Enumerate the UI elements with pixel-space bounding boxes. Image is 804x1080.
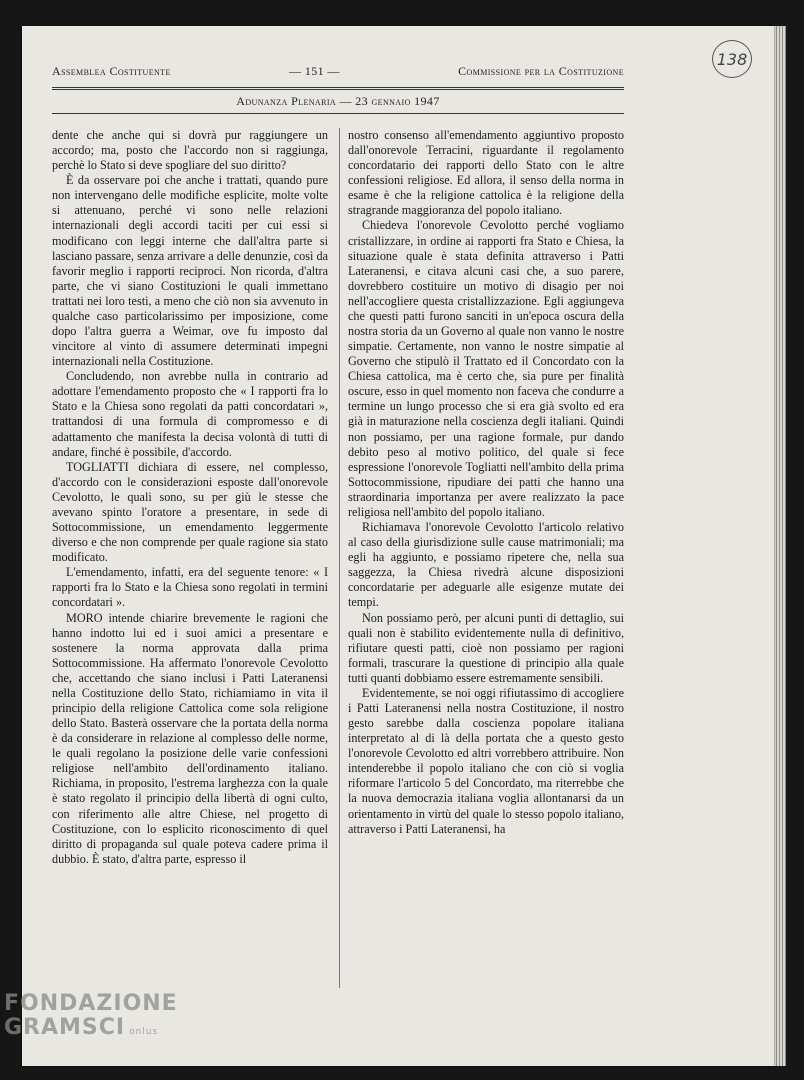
watermark-line1: FONDAZIONE [4,991,178,1016]
page-number: — 151 — [289,64,340,78]
header-left: Assemblea Costituente [52,64,171,78]
header-row [52,64,624,79]
text-columns [52,128,624,867]
paragraph: Evidentemente, se noi oggi rifiutassimo di accogliere i Patti Lateranensi nella nostra Costituzione, il nostro gesto sarebbe dalla coscienza popolare italiana interpretato al di là della portata che a questo gesto l'onorevole Cevolotto ed altri vorrebbero attribuire. Non intenderebbe il popolo italiano che con ciò si voglia riformare l'articolo 5 del Concordato, ma riterrebbe che la nuova democrazia italiana voglia allontanarsi da un orientamento in virtù del quale lo stesso popolo italiano, attraverso i Patti Lateranensi, ha [348,685,624,836]
session-subtitle: Adunanza Plenaria — 23 gennaio 1947 [236,94,440,108]
subtitle-rule [52,113,624,114]
paragraph: MORO intende chiarire brevemente le ragioni che hanno indotto lui ed i suoi amici a presentare e sostenere la norma approvata dalla prima Sottocommissione. Ha affermato l'onorevole Cevolotto che, accettando che siano inclusi i Patti Lateranensi nella Costituzione dello Stato, richiamiamo in vita il principio della religione Cattolica come sola religione dello Stato. Basterà osservare che la portata della norma è da considerare in relazione al complesso delle norme, le quali regolano la posizione delle varie confessioni religiose nell'ambito dell'ordinamento italiano. Richiama, in proposito, l'estrema larghezza con la quale è stato regolato il principio della libertà di ogni culto, con riferimento alle altre Chiese, nel progetto di Costituzione, con lo esplicito riconoscimento di quel diritto di propaganda sul quale poteva cadere prima il dubbio. È stato, d'altra parte, espresso il [52,610,328,866]
paragraph: Richiamava l'onorevole Cevolotto l'articolo relativo al caso della giurisdizione sulle cause matrimoniali; ma egli ha aggiunto, e possiamo ripetere che, nella sua saggezza, la Chiesa rivedrà alcune disposizioni concordatarie per adeguarle alle esigenze mutate dei tempi. [348,520,624,610]
watermark-suffix: onlus [129,1027,159,1037]
left-column [52,128,328,867]
watermark-line2: GRAMSCI [4,1015,126,1040]
paragraph: Non possiamo però, per alcuni punti di dettaglio, sui quali non è stabilito evidentemente nulla di definitivo, rifiutare questi patti, cioè non possiamo per ragioni formali, trascurare la questione di principio alla quale tutti quanti dobbiamo essere estremamente sensibili. [348,610,624,685]
pencil-page-note: 138 [712,40,752,78]
paragraph: nostro consenso all'emendamento aggiuntivo proposto dall'onorevole Terracini, riguardante il regolamento concordatario dei rapporti dello Stato con le altre confessioni religiose. Ed allora, il senso della norma in esame è che la religione cattolica è la religione della stragrande maggioranza del popolo italiano. [348,128,624,218]
right-column [348,128,624,867]
paragraph: TOGLIATTI dichiara di essere, nel complesso, d'accordo con le considerazioni esposte dall'onorevole Cevolotto, le quali sono, su per giù le stesse che avevano spinto l'oratore a presentare, in sede di Sottocommissione, un emendamento leggermente diverso e che non comprende per quale ragione sia stato modificato. [52,459,328,565]
watermark-logo [4,992,178,1044]
paragraph: Concludendo, non avrebbe nulla in contrario ad adottare l'emendamento proposto che « I rapporti fra lo Stato e la Chiesa sono regolati da patti concordatari », trattandosi di una formula di compromesso e di adattamento che manifesta la decisa volontà di tutti di andare, finché è possibile, d'accordo. [52,369,328,459]
paragraph: dente che anche qui si dovrà pur raggiungere un accordo; ma, posto che l'accordo non si raggiunga, perchè lo Stato si deve spogliare del suo diritto? [52,128,328,173]
page-stack-edges [774,26,786,1066]
paragraph: Chiedeva l'onorevole Cevolotto perché vogliamo cristallizzare, in ordine ai rapporti fra Stato e Chiesa, la situazione quale è stata definita attraverso i Patti Lateranensi, e citava alcuni casi che, a suo parere, dovrebbero costituire un motivo di disagio per noi nell'accogliere questa cristallizzazione. Egli aggiungeva che questi patti furono sanciti in un'epoca oscura della nostra storia da un Governo al quale non vanno le nostre simpatie. Certamente, non vanno le nostre simpatie al Governo che stipulò il Trattato ed il Concordato con la Chiesa cattolica, ma è certo che, sia pure per finalità oscure, esso in quel momento non faceva che condurre a termine un lungo processo che si era già svolto ed era già in maturazione nella coscienza degli italiani. Quindi non possiamo, per una ragione formale, pur dando debito peso al motivo politico, del quale si fece espressione l'onorevole Togliatti nell'ambito della prima Sottocommissione, ripudiare dei patti che hanno una straordinaria importanza per avere realizzato la pace religiosa nell'ambito del popolo italiano. [348,218,624,519]
header-right: Commissione per la Costituzione [458,64,624,78]
paragraph: È da osservare poi che anche i trattati, quando pure non intervengano delle modifiche esplicite, molte volte si attenuano, perché vi sono nelle relazioni internazionali degli accordi taciti per cui essi si modificano con leggi interne che dall'altra parte si lasciano passare, senza arrivare a delle denunzie, così da favorir meglio i rapporti reciproci. Non ricorda, d'altra parte, che vi siano Costituzioni le quali immettano trattati nei loro testi, a meno che ciò non sia avvenuto in qualche caso particolarissimo per imposizione, come dopo l'altra guerra a Weimar, ove fu imposto dal vincitore al vinto di assumere determinati impegni internazionali nella Costituzione. [52,173,328,369]
page-header [52,64,624,114]
paragraph: L'emendamento, infatti, era del seguente tenore: « I rapporti fra lo Stato e la Chiesa sono regolati in termini concordatari ». [52,565,328,610]
